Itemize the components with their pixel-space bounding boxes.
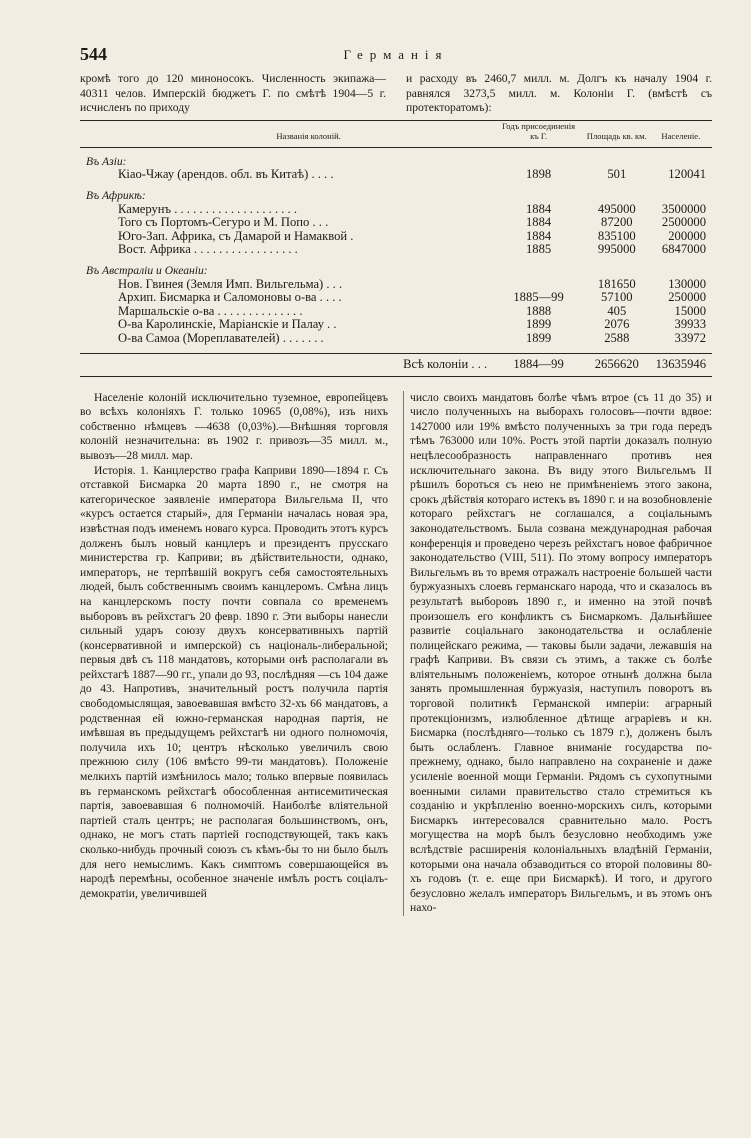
colony-area: 2588 xyxy=(604,330,630,345)
table-row xyxy=(80,305,712,319)
colony-population: 130000 xyxy=(668,276,706,291)
colony-name: Вост. Африка . . . . . . . . . . . . . . . . . xyxy=(118,243,298,257)
colony-year: 1884 xyxy=(525,215,552,230)
colony-name: Нов. Гвинея (Земля Имп. Вильгельма) . . . xyxy=(118,277,343,291)
colony-area: 835100 xyxy=(597,228,636,243)
colony-area: 995000 xyxy=(597,242,636,257)
article-body xyxy=(80,391,712,916)
page xyxy=(80,40,712,916)
colony-name: Того съ Портомъ-Сегуро и М. Попо . . . xyxy=(118,216,329,230)
intro-text xyxy=(80,72,712,116)
colony-year: 1899 xyxy=(525,317,552,332)
colony-area: 87200 xyxy=(601,215,633,230)
intro-left: кромѣ того до 120 миноносокъ. Численность экипажа—40311 челов. Имперскій бюджетъ Г. по смѣтѣ 1904—5 г. исчисленъ по приходу xyxy=(80,72,386,115)
colony-name: Камерунъ . . . . . . . . . . . . . . . . . . . . xyxy=(118,202,297,216)
colony-name: Кіао-Чжау (арендов. обл. въ Китаѣ) . . . . xyxy=(118,168,334,182)
colonies-table xyxy=(80,120,712,377)
region-label: Въ Африкѣ: xyxy=(86,188,146,202)
colony-population: 120041 xyxy=(668,167,706,182)
page-number: 544 xyxy=(80,44,107,64)
header-area: Площадь кв. км. xyxy=(586,130,647,141)
region-label: Въ Азіи: xyxy=(86,154,127,168)
paragraph: Исторія. 1. Канцлерство графа Каприви 1890—1894 г. Съ отставкой Бисмарка 20 марта 1890 г., не смотря на категорическое заявленіе императора Вильгельма II, что «курсъ остается старый», для Германіи началась новая эра, извѣстная подъ именемъ новаго курса. Проводить этотъ курсъ долженъ былъ новый канцлеръ и президентъ прусскаго министерства гр. Каприви; въ дѣйствительности, однако, императоръ, не терпѣвшій вокругъ себя самостоятельныхъ людей, былъ собственнымъ своимъ канцлеромъ. Смѣна лицъ на канцлерскомъ посту почти совпала со временемъ выборовъ въ рейхстагъ 20 февр. 1890 г. Эти выборы нанесли сильный ударъ союзу двухъ консервативныхъ партій (консервативной и имперской) съ національ-либеральной; первыя двѣ съ 118 мандатовъ, которыми онѣ располагали въ рейхстагѣ 1887—90 гг., упали до 93, послѣдняя —съ 104 даже до 43. Напротивъ, значительный ростъ получила партія свободомыслящая, завоевавшая вмѣсто 32-хъ 66 мандатовъ, а родственная ей южно-германская народная партія, не имѣвшая въ предыдущемъ рейхстагѣ ни одного полномочія, получила ихъ 10; центръ нѣсколько увеличилъ свою прежнюю силу (106 вмѣсто 99-ти мандатовъ). Положеніе мелкихъ партій измѣнилось мало; только впервые появилась въ германскомъ рейхстагѣ обособленная антисемитическая партія, завоевавшая 6 полномочій. Наиболѣе вліятельной партіей сталъ центръ; не располагая большинствомъ, онъ, однако, не могъ стать партіей господствующей, такъ какъ сколько-нибудь прочный союзъ съ кѣмъ-бы то ни было былъ для него немыслимъ. Какъ симптомъ совершающейся въ народѣ перемѣны, особенное значеніе имѣлъ ростъ соціалъ-демократіи, увеличившей xyxy=(80,463,388,900)
colony-year: 1885 xyxy=(525,242,552,257)
colony-population: 15000 xyxy=(674,303,706,318)
intro-right: и расходу въ 2460,7 милл. м. Долгъ къ началу 1904 г. равнялся 3273,5 милл. м. Колоніи Г. (вмѣстѣ съ протекторатомъ): xyxy=(406,72,712,115)
total-year: 1884—99 xyxy=(513,357,564,371)
header-population: Населеніе. xyxy=(661,130,701,141)
total-row xyxy=(80,354,712,377)
table-row xyxy=(80,278,712,292)
total-label: Всѣ колоніи . . . xyxy=(403,357,488,371)
colony-area: 2076 xyxy=(604,317,630,332)
paragraph: число своихъ мандатовъ болѣе чѣмъ втрое (съ 11 до 35) и число полученныхъ на выборахъ голосовъ—почти вдвое: 1427000 или 19% вмѣсто полученныхъ за три года передъ тѣмъ 763000 или 10%. Ростъ этой партіи доказалъ полную нецѣлесообразность направленнаго противъ нея исключительнаго закона. Въ виду этого Вильгельмъ II рѣшилъ бороться съ нею не примѣненіемъ этого закона, срокъ дѣйствія котораго истекъ въ 1890 г. и на возобновленіе котораго рейхстагъ не соглашался, а соціальнымъ законодательствомъ. Была созвана международная рабочая конференція и проведено черезъ рейхстагъ новое фабричное законодательство (VIII, 511). По этому вопросу императоръ Вильгельмъ въ то время отражалъ настроеніе большей части буржуазныхъ слоевъ германскаго народа, что и сказалось въ результатѣ выборовъ 1890 г., и именно на этой почвѣ произошелъ его конфликтъ съ Бисмаркомъ. Дальнѣйшее развитіе соціальнаго законодательства и ослабленіе полицейскаго режима, — таковы были задачи, лежавшія на графѣ Каприви. Въ связи съ этимъ, а также съ болѣе вліятельнымъ положеніемъ, которое отнынѣ должна была занять промышленная буржуазія, наступилъ поворотъ въ торговой политикѣ Германской имперіи: аграрный протекціонизмъ, излюбленное дѣтище аграріевъ и кн. Бисмарка (послѣдняго—только съ 1879 г.), долженъ былъ быть ослабленъ. Главное вниманіе государства по-прежнему, однако, было направлено на сохраненіе и даже усиленіе военной мощи Германіи. Рядомъ съ сухопутными военными силами правительство стало стремиться къ созданію и укрѣпленію военно-морскихъ силъ, которыми Бисмаркъ интересовался сравнительно мало. Ростъ могущества на морѣ былъ безусловно необходимъ уже вслѣдствіе расширенія колоніальныхъ владѣній Германіи, которыми она начала обзаводиться со второй половины 80-хъ годовъ (т. е. еще при Бисмаркѣ). И того, и другого безусловно желалъ императоръ Вильгельмъ, и въ этомъ онъ нахо- xyxy=(410,390,712,915)
left-column xyxy=(80,391,388,916)
colony-year: 1888 xyxy=(525,303,552,318)
table-row xyxy=(80,291,712,305)
table-row xyxy=(80,203,712,217)
colony-year: 1898 xyxy=(525,167,552,182)
colony-year: 1885—99 xyxy=(513,290,564,305)
colony-area: 181650 xyxy=(597,276,636,291)
total-area: 2656620 xyxy=(594,357,639,371)
running-title: Германія xyxy=(343,47,449,62)
colony-name: Архип. Бисмарка и Саломоновы о-ва . . . . xyxy=(118,291,342,305)
table-row xyxy=(80,230,712,244)
colony-area: 405 xyxy=(607,303,627,318)
colony-year: 1884 xyxy=(525,228,552,243)
colony-year xyxy=(499,278,578,292)
colony-year: 1899 xyxy=(525,330,552,345)
colony-population: 3500000 xyxy=(661,201,706,216)
right-column xyxy=(403,391,712,916)
colony-population: 33972 xyxy=(674,330,706,345)
colony-area: 57100 xyxy=(601,290,633,305)
colony-name: Юго-Зап. Африка, съ Дамарой и Намаквой . xyxy=(118,229,354,243)
header-name: Названія колоній. xyxy=(276,130,341,141)
colony-area: 495000 xyxy=(597,201,636,216)
colony-population: 200000 xyxy=(668,228,706,243)
table-row xyxy=(80,243,712,257)
colony-population: 2500000 xyxy=(661,215,706,230)
colony-population: 39933 xyxy=(674,317,706,332)
page-header xyxy=(80,40,712,70)
colony-population: 6847000 xyxy=(661,242,706,257)
total-population: 13635946 xyxy=(655,357,706,371)
colony-population: 250000 xyxy=(668,290,706,305)
colony-name: О-ва Самоа (Мореплавателей) . . . . . . . xyxy=(118,331,324,345)
paragraph: Населеніе колоній исключительно туземное, европейцевъ во всѣхъ колоніяхъ Г. только 10965 (0,08%), изъ нихъ собственно нѣмцевъ —4638 (0,03%).—Внѣшняя торговля колоній незначительна: въ 1902 г. привозъ—35 милл. м., вывозъ—28 милл. мар. xyxy=(80,390,388,462)
region-label: Въ Австраліи и Океаніи: xyxy=(86,263,208,277)
table-row xyxy=(80,216,712,230)
header-year: Годъ присоединенія къ Г. xyxy=(502,120,576,141)
table-header-row xyxy=(80,120,712,147)
colony-name: О-ва Каролинскіе, Маріанскіе и Палау . . xyxy=(118,318,337,332)
colony-area: 501 xyxy=(607,167,627,182)
colony-name: Маршальскіе о-ва . . . . . . . . . . . . . . xyxy=(118,304,303,318)
table-row xyxy=(80,318,712,332)
colony-year: 1884 xyxy=(525,201,552,216)
table-row xyxy=(80,168,712,182)
table-row xyxy=(80,332,712,346)
